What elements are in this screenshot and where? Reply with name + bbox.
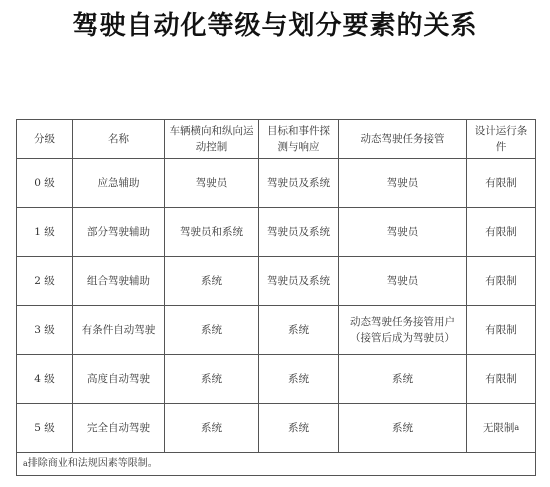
cell-takeover: 动态驾驶任务接管用户（接管后成为驾驶员） [339, 306, 467, 355]
table-footnote [17, 453, 536, 476]
header-motion-control: 车辆横向和纵向运动控制 [165, 120, 259, 159]
table-row [17, 159, 536, 208]
header-name: 名称 [73, 120, 165, 159]
cell-takeover: 驾驶员 [339, 208, 467, 257]
cell-name: 有条件自动驾驶 [73, 306, 165, 355]
header-detection-response: 目标和事件探测与响应 [259, 120, 339, 159]
header-operating-conditions: 设计运行条件 [467, 120, 536, 159]
cell-detection-response: 系统 [259, 355, 339, 404]
table-row [17, 257, 536, 306]
cell-operating-conditions-text: 无限制 [482, 422, 515, 434]
table-row [17, 306, 536, 355]
header-level: 分级 [17, 120, 73, 159]
cell-operating-conditions: 有限制 [467, 306, 536, 355]
footnote-marker: a [23, 459, 28, 468]
cell-name: 组合驾驶辅助 [73, 257, 165, 306]
cell-level: 3 级 [17, 306, 73, 355]
table-header-row [17, 120, 536, 159]
header-takeover: 动态驾驶任务接管 [339, 120, 467, 159]
cell-name: 完全自动驾驶 [73, 404, 165, 453]
cell-operating-conditions: 有限制 [467, 208, 536, 257]
cell-motion-control: 系统 [165, 306, 259, 355]
cell-operating-conditions: 有限制 [467, 355, 536, 404]
levels-table-container [16, 119, 535, 476]
cell-operating-conditions: 有限制 [467, 257, 536, 306]
cell-name: 部分驾驶辅助 [73, 208, 165, 257]
cell-takeover: 系统 [339, 355, 467, 404]
cell-level: 0 级 [17, 159, 73, 208]
page-title: 驾驶自动化等级与划分要素的关系 [72, 11, 478, 41]
cell-detection-response: 系统 [259, 306, 339, 355]
cell-level: 5 级 [17, 404, 73, 453]
cell-detection-response: 驾驶员及系统 [259, 257, 339, 306]
table-row [17, 355, 536, 404]
table-footnote-row [17, 453, 536, 476]
cell-motion-control: 驾驶员 [165, 159, 259, 208]
cell-motion-control: 驾驶员和系统 [165, 208, 259, 257]
cell-level: 1 级 [17, 208, 73, 257]
cell-operating-conditions [467, 404, 536, 453]
cell-level: 4 级 [17, 355, 73, 404]
cell-name: 高度自动驾驶 [73, 355, 165, 404]
table-row [17, 208, 536, 257]
footnote-text: 排除商业和法规因素等限制。 [27, 458, 158, 469]
cell-detection-response: 驾驶员及系统 [259, 159, 339, 208]
cell-operating-conditions: 有限制 [467, 159, 536, 208]
table-row [17, 404, 536, 453]
cell-detection-response: 系统 [259, 404, 339, 453]
cell-motion-control: 系统 [165, 355, 259, 404]
cell-name: 应急辅助 [73, 159, 165, 208]
cell-motion-control: 系统 [165, 404, 259, 453]
cell-level: 2 级 [17, 257, 73, 306]
levels-table [16, 119, 536, 476]
cell-takeover: 驾驶员 [339, 159, 467, 208]
cell-takeover: 系统 [339, 404, 467, 453]
footnote-marker: a [514, 423, 520, 432]
cell-motion-control: 系统 [165, 257, 259, 306]
cell-detection-response: 驾驶员及系统 [259, 208, 339, 257]
cell-takeover: 驾驶员 [339, 257, 467, 306]
